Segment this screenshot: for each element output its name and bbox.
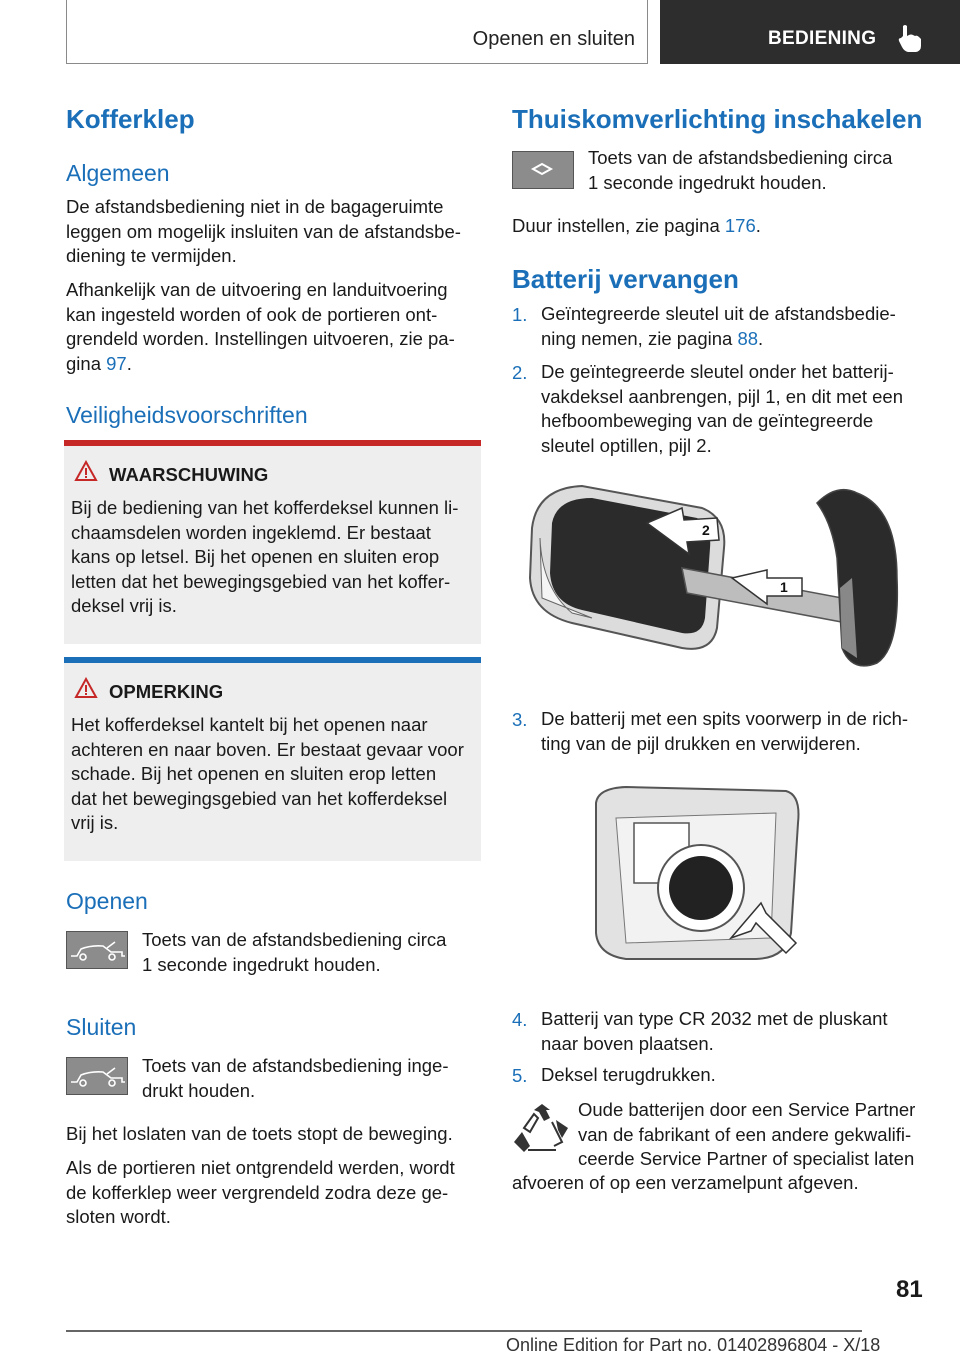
- car-trunk-icon: [67, 1058, 126, 1093]
- subheading-openen: Openen: [66, 888, 148, 914]
- page-link-176[interactable]: 176: [724, 215, 756, 236]
- text-line: Als de portieren niet ontgrendeld werden, wordt: [66, 1157, 455, 1178]
- step-2-text: [541, 360, 903, 458]
- step-number: 4.: [512, 1009, 528, 1030]
- home-light-key-icon: [512, 151, 574, 189]
- text-line: Toets van de afstandsbediening circa: [142, 929, 447, 950]
- text-line: [66, 352, 455, 377]
- header-section-title: Openen en sluiten: [472, 28, 635, 50]
- note-box: [64, 657, 481, 861]
- warning-triangle-icon: [74, 460, 98, 482]
- subheading-veiligheidsvoorschriften: Veiligheidsvoorschriften: [66, 402, 308, 428]
- close-instruction: [142, 1054, 449, 1103]
- paragraph-general-2: [66, 278, 455, 376]
- text-fragment: gina: [66, 352, 107, 374]
- text-fragment: Duur instellen, zie pagina: [512, 215, 725, 236]
- text-fragment: ning nemen, zie pagina: [541, 327, 738, 349]
- paragraph-general-1: [66, 195, 461, 269]
- text-line: Bij de bediening van het kofferdeksel kunnen li-: [71, 497, 459, 518]
- text-line: leggen om mogelijk insluiten van de afstandsbe-: [66, 220, 461, 242]
- hand-pointer-icon: [898, 24, 924, 54]
- text-line: Oude batterijen door een Service Partner: [578, 1099, 916, 1120]
- key-removal-illustration: [512, 478, 912, 678]
- note-bar: [64, 657, 481, 663]
- text-fragment: .: [758, 327, 764, 349]
- diamond-icon: [513, 152, 572, 187]
- note-title: OPMERKING: [109, 681, 224, 702]
- step-3-text: [541, 707, 908, 756]
- recycle-text: [578, 1098, 915, 1172]
- close-paragraph-2: [66, 1156, 455, 1230]
- car-trunk-icon: [67, 932, 126, 967]
- note-text: [71, 713, 476, 836]
- warning-title: WAARSCHUWING: [109, 464, 269, 485]
- section-title-batterij: Batterij vervangen: [512, 264, 739, 294]
- step-number: 3.: [512, 709, 528, 730]
- text-line: Afhankelijk van de uitvoering en landuitvoering: [66, 279, 448, 300]
- warning-bar: [64, 440, 481, 446]
- text-line: sleutel optillen, pijl 2.: [541, 434, 712, 456]
- page-number: 81: [896, 1276, 923, 1303]
- step-number: 2.: [512, 362, 528, 383]
- header-chapter-tab: [660, 0, 960, 64]
- text-line: schade. Bij het openen en sluiten erop letten: [71, 763, 437, 784]
- welcome-instruction: [588, 146, 892, 195]
- text-line: naar boven plaatsen.: [541, 1032, 714, 1054]
- subheading-algemeen: Algemeen: [66, 160, 170, 186]
- text-line: letten dat het bewegingsgebied van het koffer-: [71, 570, 451, 592]
- close-paragraph-1: Bij het loslaten van de toets stopt de beweging.: [66, 1123, 453, 1144]
- section-title-thuiskomverlichting: Thuiskomverlichting inschakelen: [512, 104, 923, 134]
- text-line: De afstandsbediening niet in de bagageruimte: [66, 196, 444, 217]
- arrow-2-label: 2: [702, 522, 710, 538]
- step-number: 5.: [512, 1065, 528, 1086]
- text-line: chaamsdelen worden ingeklemd. Er bestaat: [71, 521, 431, 543]
- step-number: 1.: [512, 304, 528, 325]
- text-line: Toets van de afstandsbediening circa: [588, 147, 893, 168]
- recycle-text-last: afvoeren of op een verzamelpunt afgeven.: [512, 1172, 859, 1193]
- warning-triangle-icon: [74, 677, 98, 699]
- text-line: Het kofferdeksel kantelt bij het openen naar: [71, 714, 428, 735]
- text-line: deksel vrij is.: [71, 595, 177, 616]
- text-line: van de fabrikant of een andere gekwalifi-: [578, 1123, 912, 1145]
- text-line: 1 seconde ingedrukt houden.: [142, 953, 381, 975]
- text-line: 1 seconde ingedrukt houden.: [588, 171, 827, 193]
- text-line: Geïntegreerde sleutel uit de afstandsbedie-: [541, 303, 896, 324]
- text-line: vakdeksel aanbrengen, pijl 1, en dit met een: [541, 385, 904, 407]
- text-line: Deksel terugdrukken.: [541, 1064, 716, 1085]
- step-4-text: [541, 1007, 888, 1056]
- page-link-97[interactable]: 97: [106, 352, 127, 374]
- text-line: Batterij van type CR 2032 met de pluskant: [541, 1008, 888, 1029]
- text-line: De geïntegreerde sleutel onder het batterij-: [541, 361, 894, 382]
- text-line: dat het bewegingsgebied van het kofferdeksel: [71, 787, 448, 809]
- text-line: drukt houden.: [142, 1079, 256, 1101]
- header-chapter-title: BEDIENING: [768, 28, 877, 49]
- welcome-duration: [512, 214, 761, 239]
- warning-text: [71, 496, 476, 619]
- text-line: kans op letsel. Bij het openen en sluiten erop: [71, 546, 440, 567]
- subheading-sluiten: Sluiten: [66, 1014, 137, 1040]
- text-line: hefboombeweging van de geïntegreerde: [541, 410, 874, 431]
- section-title-kofferklep: Kofferklep: [66, 104, 195, 134]
- page-link-88[interactable]: 88: [737, 327, 759, 349]
- footer-divider: [66, 1330, 862, 1332]
- text-line: ceerde Service Partner of specialist laten: [578, 1148, 915, 1169]
- footer-edition: Online Edition for Part no. 01402896804 - X/18: [506, 1335, 881, 1355]
- text-fragment: .: [755, 215, 761, 236]
- text-line: De batterij met een spits voorwerp in de rich-: [541, 708, 909, 729]
- text-line: de kofferklep weer vergrendeld zodra deze ge-: [66, 1181, 449, 1203]
- text-line: [541, 327, 896, 352]
- text-line: kan ingesteld worden of ook de portieren ont-: [66, 303, 438, 325]
- step-1-text: [541, 302, 896, 351]
- warning-box: [64, 440, 481, 644]
- text-line: ting van de pijl drukken en verwijderen.: [541, 732, 861, 754]
- text-line: sloten wordt.: [66, 1206, 171, 1227]
- recycle-icon: [512, 1104, 572, 1158]
- text-line: diening te vermijden.: [66, 245, 237, 266]
- arrow-1-label: 1: [780, 579, 788, 595]
- text-line: grendeld worden. Instellingen uitvoeren, zie pa-: [66, 328, 455, 349]
- step-5-text: [541, 1063, 716, 1088]
- text-line: Toets van de afstandsbediening inge-: [142, 1055, 449, 1076]
- trunk-key-icon: [66, 1057, 128, 1095]
- trunk-key-icon: [66, 931, 128, 969]
- text-line: vrij is.: [71, 812, 119, 833]
- text-line: achteren en naar boven. Er bestaat gevaar voor: [71, 738, 464, 760]
- header-section-tab: [66, 0, 648, 64]
- text-fragment: .: [126, 352, 132, 374]
- battery-compartment-illustration: [586, 783, 816, 968]
- open-instruction: [142, 928, 446, 977]
